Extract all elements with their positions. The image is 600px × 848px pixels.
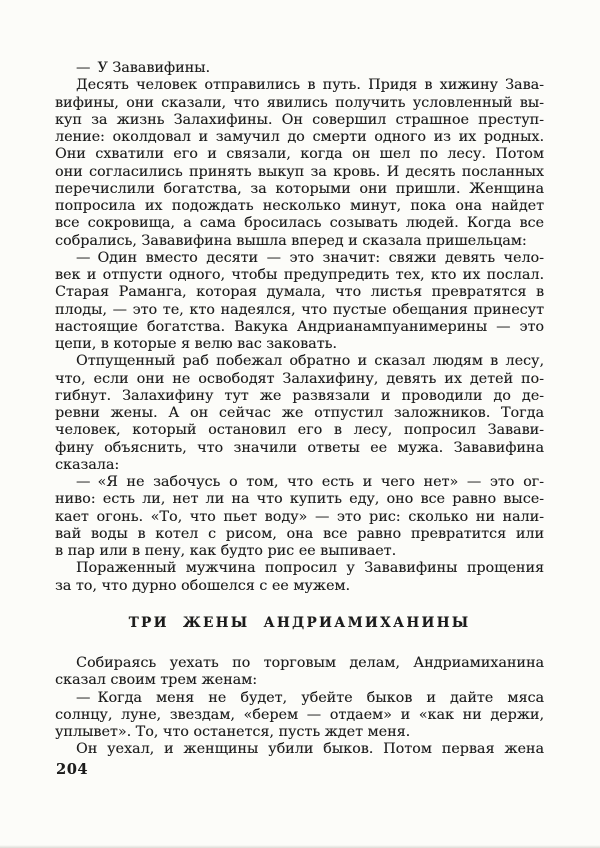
text-line: перечислили богатства, за которыми они пришли. Женщина [55,180,544,197]
text-line: Пораженный мужчина попросил у Зававифины прощения [76,560,544,577]
text-line: вай воды в котел с рисом, она все равно превратится или [55,525,544,542]
text-line: — У Зававифины. [76,60,211,76]
text-line: Они схватили его и связали, когда он шел по лесу. Потом [55,146,544,163]
text-line: вифины, они сказали, что явились получить условленный вы- [55,94,544,111]
paragraph [55,60,544,77]
paragraph [55,655,544,690]
text-line: плоды, — это те, кто надеялся, что пустые обещания принесут [55,301,544,318]
paragraph [55,250,544,354]
text-line: настоящие богатства. Вакука Андрианампуанимерины — это [55,318,544,335]
text-line: Отпущенный раб побежал обратно и сказал людям в лесу, [76,353,544,370]
text-line: за то, что дурно обошелся с ее мужем. [55,577,351,594]
text-line: Он уехал, и женщины убили быков. Потом первая жена [76,741,544,758]
paragraph [55,353,544,474]
text-line: все сокровища, а сама бросилась созывать людей. Когда все [55,215,544,232]
paragraph [55,690,544,742]
text-line: солнцу, луне, звездам, «берем — отдаем» и «как ни держи, [55,706,544,723]
text-line: собрались, Зававифина вышла вперед и сказала пришельцам: [55,232,527,249]
text-line: гибнут. Залахифину тут же развязали и проводили до де- [55,387,544,404]
text-line: — Когда меня не будет, убейте быков и дайте мяса [76,689,544,706]
text-line: что, если они не освободят Залахифину, девять их детей по- [55,370,544,387]
text-line: Десять человек отправились в путь. Придя в хижину Зава- [76,77,544,94]
text-line: человек, который остановил его в лесу, попросил Завави- [55,422,544,439]
paragraph [55,474,544,560]
text-line: они согласились принять выкуп за кровь. И десять посланных [55,163,544,180]
text-line: сказала: [55,456,120,473]
page-number: 204 [56,761,89,778]
text-line: цепи, в которые я велю вас заковать. [55,336,337,352]
paragraph [55,77,544,250]
text-line: попросила их подождать несколько минут, пока она найдет [55,198,544,214]
text-block [55,60,544,759]
text-line: кает огонь. «То, что пьет воду» — это рис: сколько ни нали- [55,508,544,525]
story-title: ТРИ ЖЕНЫ АНДРИАМИХАНИНЫ [128,614,471,631]
text-line: Старая Раманга, которая думала, что листья превратятся в [55,284,544,301]
text-line: уплывет». То, что останется, пусть ждет меня. [55,724,411,740]
text-line: век и отпусти одного, чтобы предупредить тех, кто их послал. [55,267,544,283]
text-line: ление: околдовал и замучил до смерти одного из их родных. [55,129,544,145]
text-line: ревни жены. А он сейчас же отпустил заложников. Тогда [55,405,544,421]
paragraph [55,741,544,758]
text-line: — «Я не забочусь о том, что есть и чего нет» — это ог- [76,474,544,490]
text-line: фину объяснить, что значили ответы ее мужа. Зававифина [55,439,544,456]
text-line: сказал своим трем женам: [55,672,258,689]
paragraph [55,560,544,595]
text-line: куп за жизнь Залахифины. Он совершил страшное преступ- [55,111,544,128]
text-line: в пар или в пену, как будто рис ее выпивает. [55,543,397,559]
text-line: Собираясь уехать по торговым делам, Андриамиханина [76,655,544,671]
text-line: ниво: есть ли, нет ли на что купить еду, оно все равно высе- [55,491,544,508]
text-line: — Один вместо десяти — это значит: свяжи девять чело- [76,249,544,266]
